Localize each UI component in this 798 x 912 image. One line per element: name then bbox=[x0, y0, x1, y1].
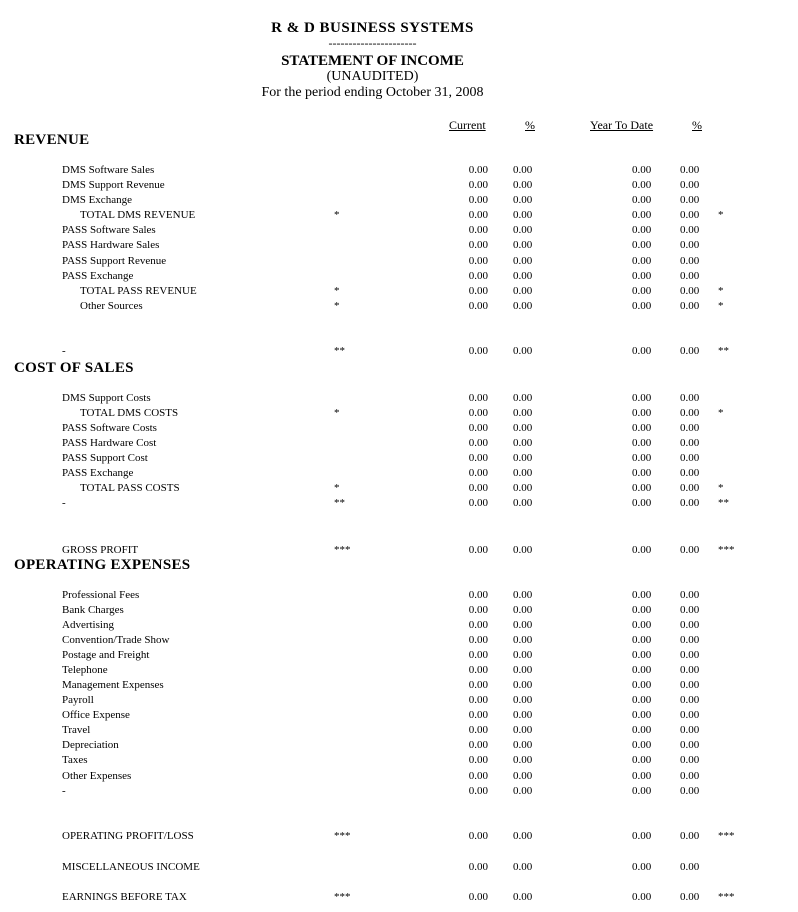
row-marker-right: *** bbox=[718, 830, 735, 842]
statement-row bbox=[0, 634, 798, 648]
row-year-to-date: 0.00 bbox=[632, 694, 652, 706]
row-current: 0.00 bbox=[468, 392, 488, 404]
row-label: PASS Software Costs bbox=[62, 422, 157, 434]
row-current-percent: 0.00 bbox=[513, 482, 533, 494]
row-year-to-date: 0.00 bbox=[632, 482, 652, 494]
row-ytd-percent: 0.00 bbox=[680, 891, 700, 903]
row-current-percent: 0.00 bbox=[513, 467, 533, 479]
statement-row bbox=[0, 754, 798, 768]
statement-row bbox=[0, 255, 798, 269]
row-marker-right: * bbox=[718, 209, 724, 221]
section-revenue: REVENUE bbox=[14, 132, 90, 148]
statement-row bbox=[0, 224, 798, 238]
row-marker: * bbox=[334, 285, 340, 297]
row-ytd-percent: 0.00 bbox=[680, 452, 700, 464]
statement-row bbox=[0, 270, 798, 284]
statement-row bbox=[0, 345, 798, 359]
row-ytd-percent: 0.00 bbox=[680, 770, 700, 782]
row-year-to-date: 0.00 bbox=[632, 891, 652, 903]
row-ytd-percent: 0.00 bbox=[680, 649, 700, 661]
row-marker-right: * bbox=[718, 407, 724, 419]
statement-row bbox=[0, 619, 798, 633]
row-label: GROSS PROFIT bbox=[62, 544, 139, 556]
row-current-percent: 0.00 bbox=[513, 345, 533, 357]
row-label: - bbox=[62, 497, 66, 509]
row-year-to-date: 0.00 bbox=[632, 255, 652, 267]
row-marker-right: * bbox=[718, 482, 724, 494]
statement-row bbox=[0, 422, 798, 436]
row-year-to-date: 0.00 bbox=[632, 785, 652, 797]
row-current: 0.00 bbox=[468, 300, 488, 312]
column-header-year-to-date: Year To Date bbox=[590, 118, 654, 132]
row-year-to-date: 0.00 bbox=[632, 467, 652, 479]
row-year-to-date: 0.00 bbox=[632, 437, 652, 449]
row-marker: *** bbox=[334, 544, 351, 556]
row-current: 0.00 bbox=[468, 679, 488, 691]
row-ytd-percent: 0.00 bbox=[680, 437, 700, 449]
row-ytd-percent: 0.00 bbox=[680, 739, 700, 751]
row-year-to-date: 0.00 bbox=[632, 770, 652, 782]
statement-row bbox=[0, 589, 798, 603]
row-marker-right: ** bbox=[718, 345, 729, 357]
statement-row bbox=[0, 179, 798, 193]
row-label: Taxes bbox=[62, 754, 88, 766]
statement-row bbox=[0, 467, 798, 481]
row-current: 0.00 bbox=[468, 619, 488, 631]
column-header-current: Current bbox=[449, 118, 486, 132]
row-label: TOTAL PASS COSTS bbox=[80, 482, 180, 494]
row-current: 0.00 bbox=[468, 270, 488, 282]
row-ytd-percent: 0.00 bbox=[680, 694, 700, 706]
row-label: Depreciation bbox=[62, 739, 119, 751]
row-ytd-percent: 0.00 bbox=[680, 209, 700, 221]
row-year-to-date: 0.00 bbox=[632, 194, 652, 206]
row-current-percent: 0.00 bbox=[513, 164, 533, 176]
row-ytd-percent: 0.00 bbox=[680, 604, 700, 616]
row-label: PASS Software Sales bbox=[62, 224, 156, 236]
row-label: Payroll bbox=[62, 694, 94, 706]
row-year-to-date: 0.00 bbox=[632, 754, 652, 766]
row-label: PASS Support Revenue bbox=[62, 255, 167, 267]
row-marker-right: *** bbox=[718, 891, 735, 903]
row-marker: * bbox=[334, 407, 340, 419]
row-label: OPERATING PROFIT/LOSS bbox=[62, 830, 194, 842]
row-year-to-date: 0.00 bbox=[632, 739, 652, 751]
row-ytd-percent: 0.00 bbox=[680, 497, 700, 509]
row-label: Postage and Freight bbox=[62, 649, 150, 661]
row-current-percent: 0.00 bbox=[513, 649, 533, 661]
row-marker: * bbox=[334, 482, 340, 494]
row-label: DMS Support Costs bbox=[62, 392, 151, 404]
row-current-percent: 0.00 bbox=[513, 255, 533, 267]
statement-row bbox=[0, 694, 798, 708]
row-label: EARNINGS BEFORE TAX bbox=[62, 891, 187, 903]
statement-row bbox=[0, 285, 798, 299]
statement-row bbox=[0, 164, 798, 178]
row-current: 0.00 bbox=[468, 467, 488, 479]
row-marker: ** bbox=[334, 497, 345, 509]
row-label: PASS Exchange bbox=[62, 270, 134, 282]
statement-row bbox=[0, 739, 798, 753]
row-label: MISCELLANEOUS INCOME bbox=[62, 861, 200, 873]
row-ytd-percent: 0.00 bbox=[680, 482, 700, 494]
row-current-percent: 0.00 bbox=[513, 739, 533, 751]
statement-row bbox=[0, 544, 798, 558]
row-year-to-date: 0.00 bbox=[632, 209, 652, 221]
row-current: 0.00 bbox=[468, 285, 488, 297]
row-marker-right: *** bbox=[718, 544, 735, 556]
row-year-to-date: 0.00 bbox=[632, 544, 652, 556]
row-year-to-date: 0.00 bbox=[632, 649, 652, 661]
statement-row bbox=[0, 392, 798, 406]
row-current-percent: 0.00 bbox=[513, 179, 533, 191]
row-ytd-percent: 0.00 bbox=[680, 300, 700, 312]
row-current: 0.00 bbox=[468, 709, 488, 721]
row-year-to-date: 0.00 bbox=[632, 407, 652, 419]
row-marker-right: ** bbox=[718, 497, 729, 509]
statement-row bbox=[0, 497, 798, 511]
row-current-percent: 0.00 bbox=[513, 300, 533, 312]
row-current: 0.00 bbox=[468, 634, 488, 646]
row-label: Travel bbox=[62, 724, 91, 736]
row-label: Bank Charges bbox=[62, 604, 124, 616]
row-current: 0.00 bbox=[468, 255, 488, 267]
row-ytd-percent: 0.00 bbox=[680, 785, 700, 797]
row-ytd-percent: 0.00 bbox=[680, 467, 700, 479]
row-ytd-percent: 0.00 bbox=[680, 664, 700, 676]
row-current: 0.00 bbox=[468, 830, 488, 842]
row-current-percent: 0.00 bbox=[513, 785, 533, 797]
unaudited-label: (UNAUDITED) bbox=[326, 69, 419, 84]
row-year-to-date: 0.00 bbox=[632, 619, 652, 631]
statement-row bbox=[0, 830, 798, 844]
row-current-percent: 0.00 bbox=[513, 224, 533, 236]
row-year-to-date: 0.00 bbox=[632, 164, 652, 176]
row-label: PASS Exchange bbox=[62, 467, 134, 479]
row-current-percent: 0.00 bbox=[513, 754, 533, 766]
row-label: Convention/Trade Show bbox=[62, 634, 170, 646]
row-year-to-date: 0.00 bbox=[632, 452, 652, 464]
row-current: 0.00 bbox=[468, 891, 488, 903]
row-current-percent: 0.00 bbox=[513, 239, 533, 251]
row-ytd-percent: 0.00 bbox=[680, 179, 700, 191]
row-year-to-date: 0.00 bbox=[632, 709, 652, 721]
statement-row bbox=[0, 891, 798, 905]
row-marker: * bbox=[334, 300, 340, 312]
row-year-to-date: 0.00 bbox=[632, 345, 652, 357]
row-current: 0.00 bbox=[468, 179, 488, 191]
row-current-percent: 0.00 bbox=[513, 891, 533, 903]
row-label: Telephone bbox=[62, 664, 108, 676]
row-label: Other Sources bbox=[80, 300, 143, 312]
row-current-percent: 0.00 bbox=[513, 270, 533, 282]
row-current: 0.00 bbox=[468, 437, 488, 449]
row-label: DMS Support Revenue bbox=[62, 179, 165, 191]
row-ytd-percent: 0.00 bbox=[680, 164, 700, 176]
statement-row bbox=[0, 604, 798, 618]
row-year-to-date: 0.00 bbox=[632, 664, 652, 676]
section-cost-of-sales: COST OF SALES bbox=[14, 360, 134, 376]
row-current: 0.00 bbox=[468, 739, 488, 751]
row-ytd-percent: 0.00 bbox=[680, 754, 700, 766]
row-label: Advertising bbox=[62, 619, 114, 631]
row-current: 0.00 bbox=[468, 770, 488, 782]
row-current-percent: 0.00 bbox=[513, 709, 533, 721]
row-ytd-percent: 0.00 bbox=[680, 255, 700, 267]
row-current-percent: 0.00 bbox=[513, 544, 533, 556]
row-year-to-date: 0.00 bbox=[632, 589, 652, 601]
row-label: Office Expense bbox=[62, 709, 130, 721]
row-current-percent: 0.00 bbox=[513, 664, 533, 676]
row-current: 0.00 bbox=[468, 482, 488, 494]
row-current-percent: 0.00 bbox=[513, 422, 533, 434]
section-operating-expenses: OPERATING EXPENSES bbox=[14, 557, 191, 573]
row-ytd-percent: 0.00 bbox=[680, 861, 700, 873]
row-current: 0.00 bbox=[468, 239, 488, 251]
row-current: 0.00 bbox=[468, 754, 488, 766]
row-current-percent: 0.00 bbox=[513, 194, 533, 206]
row-current: 0.00 bbox=[468, 649, 488, 661]
row-current: 0.00 bbox=[468, 224, 488, 236]
row-year-to-date: 0.00 bbox=[632, 270, 652, 282]
row-current: 0.00 bbox=[468, 407, 488, 419]
row-marker: ** bbox=[334, 345, 345, 357]
statement-title: STATEMENT OF INCOME bbox=[281, 53, 464, 69]
row-current: 0.00 bbox=[468, 497, 488, 509]
row-current-percent: 0.00 bbox=[513, 497, 533, 509]
row-ytd-percent: 0.00 bbox=[680, 679, 700, 691]
row-year-to-date: 0.00 bbox=[632, 224, 652, 236]
row-current-percent: 0.00 bbox=[513, 770, 533, 782]
row-label: TOTAL DMS COSTS bbox=[80, 407, 179, 419]
row-ytd-percent: 0.00 bbox=[680, 407, 700, 419]
row-ytd-percent: 0.00 bbox=[680, 724, 700, 736]
row-year-to-date: 0.00 bbox=[632, 239, 652, 251]
row-current: 0.00 bbox=[468, 604, 488, 616]
row-current-percent: 0.00 bbox=[513, 830, 533, 842]
row-current: 0.00 bbox=[468, 422, 488, 434]
row-current: 0.00 bbox=[468, 452, 488, 464]
row-ytd-percent: 0.00 bbox=[680, 194, 700, 206]
row-label: Other Expenses bbox=[62, 770, 132, 782]
row-year-to-date: 0.00 bbox=[632, 285, 652, 297]
row-current-percent: 0.00 bbox=[513, 861, 533, 873]
row-current-percent: 0.00 bbox=[513, 604, 533, 616]
statement-row bbox=[0, 785, 798, 799]
statement-row bbox=[0, 209, 798, 223]
row-year-to-date: 0.00 bbox=[632, 861, 652, 873]
row-current: 0.00 bbox=[468, 694, 488, 706]
statement-row bbox=[0, 664, 798, 678]
row-current: 0.00 bbox=[468, 544, 488, 556]
row-current-percent: 0.00 bbox=[513, 679, 533, 691]
row-year-to-date: 0.00 bbox=[632, 830, 652, 842]
row-ytd-percent: 0.00 bbox=[680, 345, 700, 357]
row-label: TOTAL DMS REVENUE bbox=[80, 209, 196, 221]
statement-row bbox=[0, 239, 798, 253]
row-current-percent: 0.00 bbox=[513, 724, 533, 736]
row-year-to-date: 0.00 bbox=[632, 179, 652, 191]
row-current-percent: 0.00 bbox=[513, 392, 533, 404]
row-current-percent: 0.00 bbox=[513, 589, 533, 601]
statement-row bbox=[0, 452, 798, 466]
statement-row bbox=[0, 709, 798, 723]
row-current: 0.00 bbox=[468, 724, 488, 736]
column-header-ytd-percent: % bbox=[692, 118, 702, 132]
row-label: Professional Fees bbox=[62, 589, 140, 601]
company-name: R & D BUSINESS SYSTEMS bbox=[271, 20, 474, 36]
statement-row bbox=[0, 482, 798, 496]
statement-row bbox=[0, 649, 798, 663]
row-current: 0.00 bbox=[468, 664, 488, 676]
row-current-percent: 0.00 bbox=[513, 619, 533, 631]
period-label: For the period ending October 31, 2008 bbox=[261, 85, 484, 100]
row-label: - bbox=[62, 785, 66, 797]
statement-row bbox=[0, 437, 798, 451]
row-ytd-percent: 0.00 bbox=[680, 634, 700, 646]
statement-row bbox=[0, 300, 798, 314]
row-ytd-percent: 0.00 bbox=[680, 422, 700, 434]
statement-row bbox=[0, 194, 798, 208]
row-label: Management Expenses bbox=[62, 679, 164, 691]
row-marker: *** bbox=[334, 891, 351, 903]
row-label: - bbox=[62, 345, 66, 357]
statement-row bbox=[0, 724, 798, 738]
row-year-to-date: 0.00 bbox=[632, 724, 652, 736]
row-marker: * bbox=[334, 209, 340, 221]
row-ytd-percent: 0.00 bbox=[680, 285, 700, 297]
row-marker-right: * bbox=[718, 300, 724, 312]
row-ytd-percent: 0.00 bbox=[680, 709, 700, 721]
row-current-percent: 0.00 bbox=[513, 634, 533, 646]
row-current: 0.00 bbox=[468, 345, 488, 357]
row-ytd-percent: 0.00 bbox=[680, 619, 700, 631]
statement-row bbox=[0, 770, 798, 784]
row-ytd-percent: 0.00 bbox=[680, 224, 700, 236]
row-year-to-date: 0.00 bbox=[632, 679, 652, 691]
row-year-to-date: 0.00 bbox=[632, 422, 652, 434]
row-current: 0.00 bbox=[468, 861, 488, 873]
row-current-percent: 0.00 bbox=[513, 285, 533, 297]
statement-row bbox=[0, 407, 798, 421]
row-ytd-percent: 0.00 bbox=[680, 544, 700, 556]
row-current: 0.00 bbox=[468, 194, 488, 206]
row-year-to-date: 0.00 bbox=[632, 300, 652, 312]
row-ytd-percent: 0.00 bbox=[680, 270, 700, 282]
row-label: TOTAL PASS REVENUE bbox=[80, 285, 197, 297]
row-label: PASS Hardware Cost bbox=[62, 437, 157, 449]
row-ytd-percent: 0.00 bbox=[680, 830, 700, 842]
row-current: 0.00 bbox=[468, 589, 488, 601]
row-current-percent: 0.00 bbox=[513, 407, 533, 419]
row-current-percent: 0.00 bbox=[513, 694, 533, 706]
row-ytd-percent: 0.00 bbox=[680, 239, 700, 251]
column-header-percent: % bbox=[525, 118, 535, 132]
statement-row bbox=[0, 679, 798, 693]
row-current-percent: 0.00 bbox=[513, 437, 533, 449]
row-year-to-date: 0.00 bbox=[632, 392, 652, 404]
row-label: DMS Exchange bbox=[62, 194, 132, 206]
row-marker: *** bbox=[334, 830, 351, 842]
row-current-percent: 0.00 bbox=[513, 209, 533, 221]
row-year-to-date: 0.00 bbox=[632, 497, 652, 509]
title-separator: ---------------------- bbox=[328, 36, 417, 50]
row-year-to-date: 0.00 bbox=[632, 634, 652, 646]
row-current: 0.00 bbox=[468, 209, 488, 221]
row-ytd-percent: 0.00 bbox=[680, 392, 700, 404]
row-marker-right: * bbox=[718, 285, 724, 297]
row-label: PASS Support Cost bbox=[62, 452, 148, 464]
row-current: 0.00 bbox=[468, 785, 488, 797]
statement-row bbox=[0, 861, 798, 875]
row-current: 0.00 bbox=[468, 164, 488, 176]
row-label: PASS Hardware Sales bbox=[62, 239, 160, 251]
row-year-to-date: 0.00 bbox=[632, 604, 652, 616]
row-current-percent: 0.00 bbox=[513, 452, 533, 464]
row-ytd-percent: 0.00 bbox=[680, 589, 700, 601]
row-label: DMS Software Sales bbox=[62, 164, 155, 176]
